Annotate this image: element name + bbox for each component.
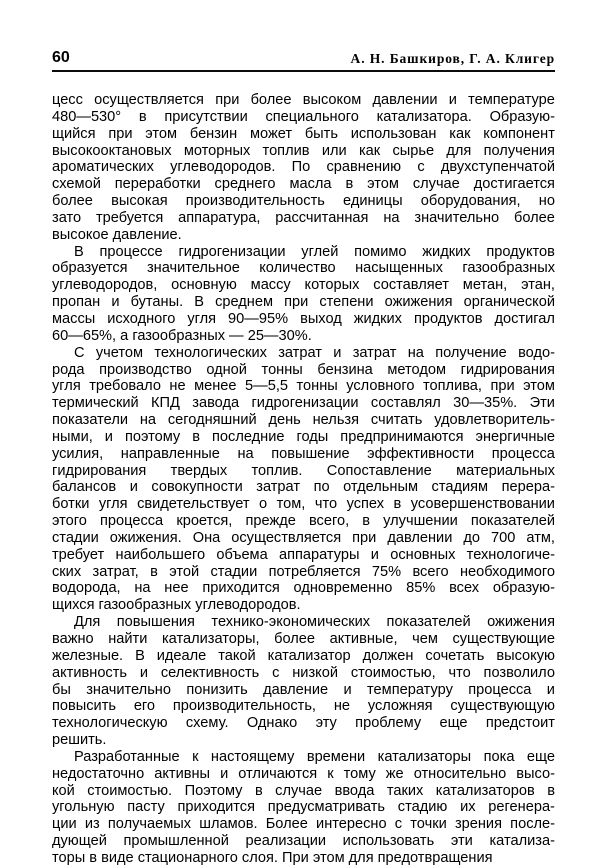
text-line: усилия, направленные на повышение эффективности процесса [52, 445, 555, 462]
text-line: ароматических углеводородов. По сравнению с двухступенчатой [52, 159, 555, 176]
text-line: ботки угля свидетельствует о том, что успех в усовершенствовании [52, 496, 555, 513]
header-divider-rule [52, 70, 555, 72]
text-line: массы исходного угля 90—95% выход жидких продуктов достигал [52, 310, 555, 327]
text-line: водорода, на нее приходится одновременно 85% всех образую- [52, 580, 555, 597]
text-line: стадии ожижения. Она осуществляется при давлении до 700 атм, [52, 529, 555, 546]
paragraph [52, 614, 555, 749]
text-line: рода производство одной тонны бензина методом гидрирования [52, 361, 555, 378]
text-line: показатели на сегодняшний день нельзя считать удовлетворитель- [52, 412, 555, 429]
text-line: более высокая производительность единицы оборудования, но [52, 193, 555, 210]
text-line: щийся при этом бензин может быть использован как компонент [52, 125, 555, 142]
paragraph [52, 244, 555, 345]
text-line: важно найти катализаторы, более активные, чем существующие [52, 631, 555, 647]
text-line: углеводородов, основную массу которых составляет метан, этан, [52, 277, 555, 294]
text-line: В процессе гидрогенизации углей помимо жидких продуктов [74, 243, 555, 260]
text-line: высокооктановых моторных топлив или как сырье для получения [52, 142, 555, 159]
text-line: торы в виде стационарного слоя. При этом для предотвращения [52, 849, 493, 866]
running-head [52, 44, 555, 66]
text-line: Для повышения технико-экономических показателей ожижения [74, 614, 555, 631]
text-line: 60—65%, а газообразных — 25—30%. [52, 327, 312, 344]
text-line: угля требовало не менее 5—5,5 тонны условного топлива, при этом [52, 378, 555, 395]
text-line: дующей промышленной реализации использовать эти катализа- [52, 833, 555, 850]
text-line: балансов и совокупности затрат по отдельным стадиям перера- [52, 479, 555, 496]
text-line: Разработанные к настоящему времени катализаторы пока еще [74, 748, 555, 765]
text-line: недостаточно активны и отличаются к тому же относительно высо- [52, 765, 555, 782]
text-line: бы значительно понизить давление и температуру процесса и [52, 681, 555, 698]
text-line: железные. В идеале такой катализатор должен сочетать высокую [52, 647, 555, 664]
text-line: гидрирования твердых топлив. Сопоставление материальных [52, 462, 555, 479]
text-line: пропан и бутаны. В среднем при степени ожижения органической [52, 294, 555, 311]
text-line: угольную пасту приходится предусматривать стадию их регенера- [52, 799, 555, 816]
text-line: термический КПД завода гидрогенизации составлял 30—35%. Эти [52, 395, 555, 412]
text-line: повысить его производительность, не усложняя существующую [52, 698, 555, 715]
text-line: требует наибольшего объема аппаратуры и основных технологиче- [52, 546, 555, 563]
text-line: ских затрат, в этой стадии потребляется 75% всего необходимого [52, 563, 555, 580]
running-head-authors: А. Н. Башкиров, Г. А. Клигер [350, 51, 555, 66]
paragraph [52, 92, 555, 244]
text-line: высокое давление. [52, 226, 182, 243]
text-line: ции из получаемых шламов. Более интересно с точки зрения после- [52, 816, 555, 833]
paragraph [52, 749, 555, 867]
text-line: кой стоимостью. Поэтому в случае ввода таких катализаторов в [52, 782, 555, 799]
body-text-column [52, 92, 555, 867]
text-line: технологическую схему. Однако эту проблему еще предстоит [52, 715, 555, 732]
text-line: зато требуется аппаратура, рассчитанная на значительно более [52, 209, 555, 226]
text-line: этого процесса кроется, прежде всего, в улучшении показателей [52, 513, 555, 530]
text-line: схемой переработки среднего масла в этом случае достигается [52, 176, 555, 193]
text-line: щихся газообразных углеводородов. [52, 597, 301, 614]
text-line: активность и селективность с низкой стоимостью, что позволило [52, 664, 555, 681]
text-line: образуется значительное количество насыщенных газообразных [52, 260, 555, 277]
page-number: 60 [52, 49, 70, 66]
text-line: ными, и поэтому в последние годы предпринимаются энергичные [52, 428, 555, 445]
text-line: С учетом технологических затрат и затрат на получение водо- [74, 344, 555, 361]
text-line: цесс осуществляется при более высоком давлении и температуре [52, 92, 555, 108]
paragraph [52, 345, 555, 615]
text-line: решить. [52, 732, 107, 749]
text-line: 480—530° в присутствии специального катализатора. Образую- [52, 108, 555, 125]
